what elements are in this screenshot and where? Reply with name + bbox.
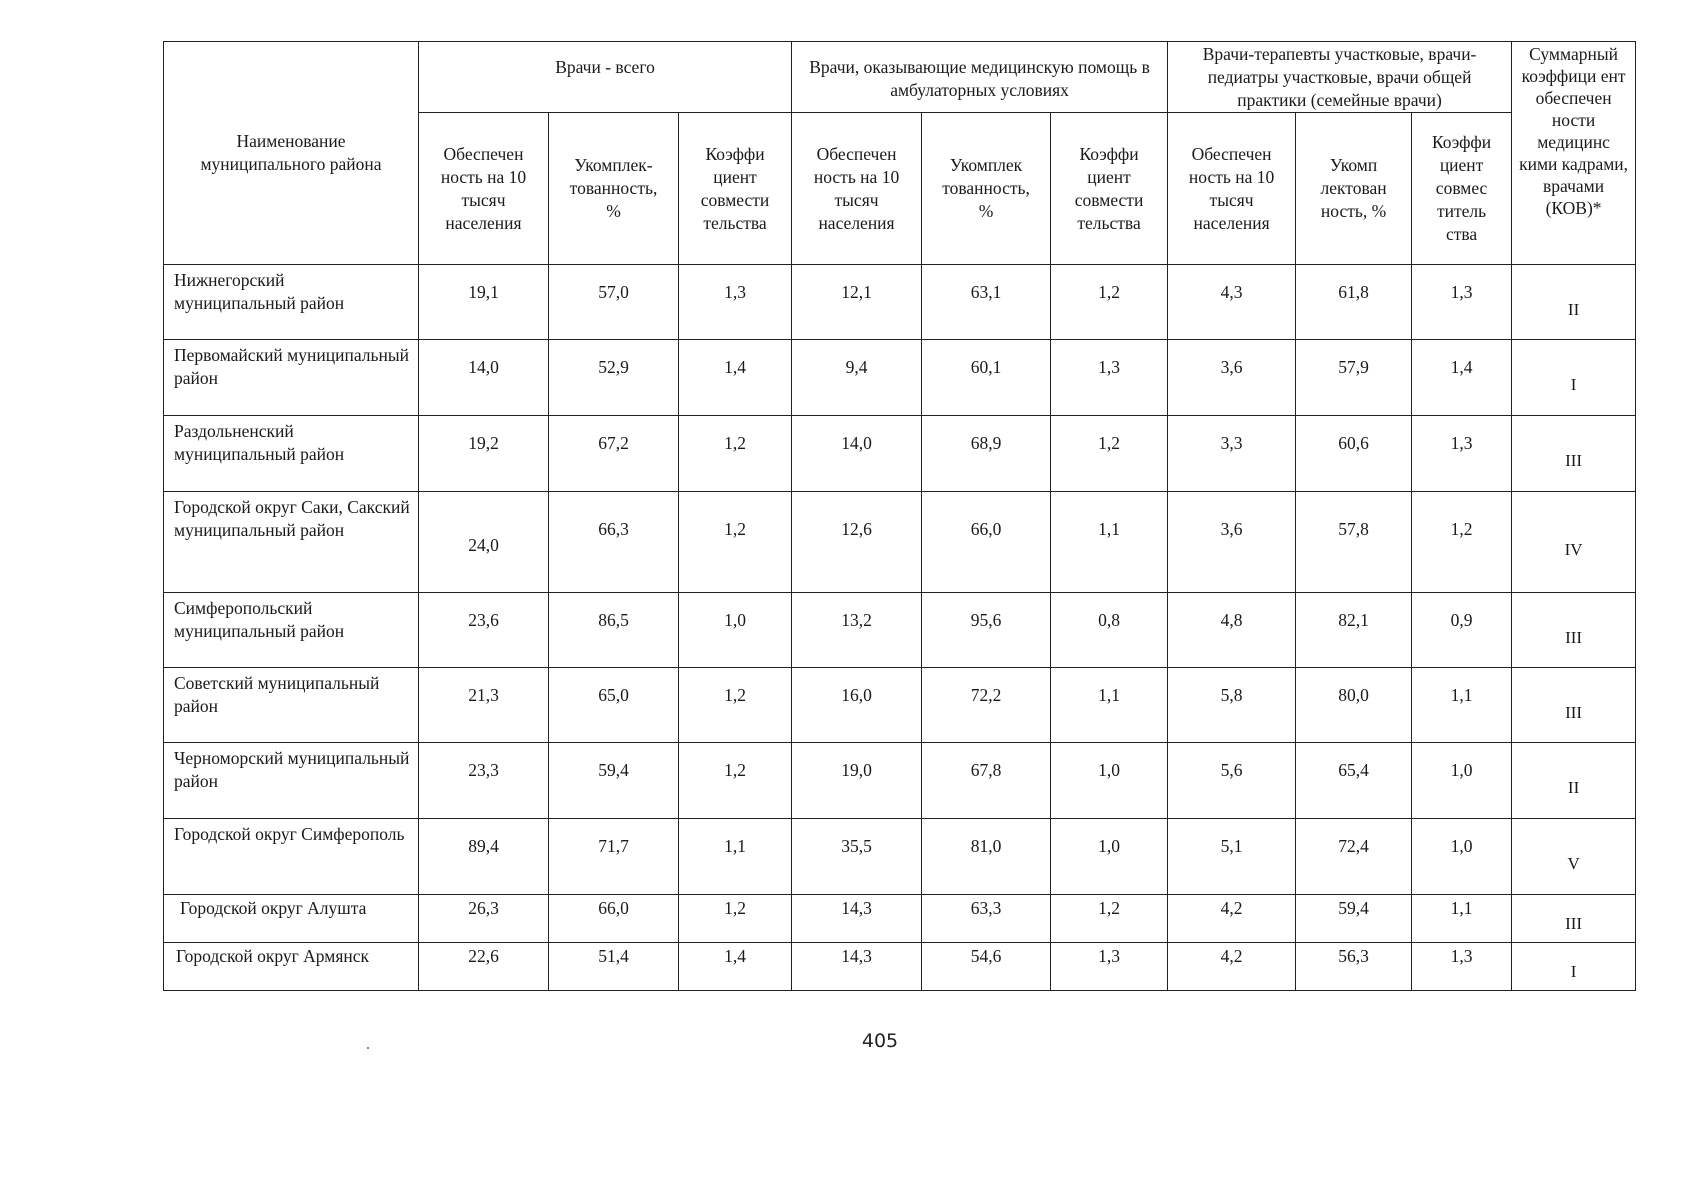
value-cell: 1,2 (1051, 416, 1168, 492)
value-cell: 51,4 (549, 943, 679, 991)
value-cell: 12,6 (792, 492, 922, 593)
value-cell: 66,0 (922, 492, 1051, 593)
table-row (164, 668, 1636, 743)
header-group-outpatient-doctors: Врачи, оказывающие медицинскую помощь в амбулаторных условиях (792, 42, 1168, 113)
district-name: Городской округ Алушта (164, 895, 419, 943)
value-cell: 1,1 (679, 819, 792, 895)
value-cell: 59,4 (549, 743, 679, 819)
value-cell: 1,4 (1412, 340, 1512, 416)
value-cell: 16,0 (792, 668, 922, 743)
value-cell: 82,1 (1296, 593, 1412, 668)
value-cell: 1,2 (679, 668, 792, 743)
kov-value: III (1512, 416, 1636, 492)
value-cell: 3,6 (1168, 492, 1296, 593)
value-cell: 1,1 (1412, 895, 1512, 943)
value-cell: 66,0 (549, 895, 679, 943)
value-cell: 26,3 (419, 895, 549, 943)
value-cell: 57,8 (1296, 492, 1412, 593)
value-cell: 71,7 (549, 819, 679, 895)
kov-value: IV (1512, 492, 1636, 593)
value-cell: 23,3 (419, 743, 549, 819)
value-cell: 1,0 (1051, 743, 1168, 819)
value-cell: 5,6 (1168, 743, 1296, 819)
table-row (164, 265, 1636, 340)
kov-value: I (1512, 340, 1636, 416)
header-kov: Суммарный коэффици ент обеспечен ности медицинс кими кадрами, врачами (КОВ)* (1512, 42, 1636, 265)
value-cell: 52,9 (549, 340, 679, 416)
header-sub-coverage: Обеспечен ность на 10 тысяч населения (419, 113, 549, 265)
district-name: Советский муниципальный район (164, 668, 419, 743)
district-name: Первомайский муниципальный район (164, 340, 419, 416)
value-cell: 66,3 (549, 492, 679, 593)
value-cell: 3,6 (1168, 340, 1296, 416)
value-cell: 72,2 (922, 668, 1051, 743)
value-cell: 1,3 (1051, 340, 1168, 416)
value-cell: 86,5 (549, 593, 679, 668)
district-name: Городской округ Симферополь (164, 819, 419, 895)
value-cell: 1,3 (679, 265, 792, 340)
header-group-all-doctors: Врачи - всего (419, 42, 792, 113)
value-cell: 1,3 (1051, 943, 1168, 991)
value-cell: 59,4 (1296, 895, 1412, 943)
value-cell: 60,6 (1296, 416, 1412, 492)
value-cell: 57,0 (549, 265, 679, 340)
value-cell: 65,4 (1296, 743, 1412, 819)
value-cell: 1,2 (679, 895, 792, 943)
header-sub-staffing: Укомплек тованность, % (922, 113, 1051, 265)
kov-value: I (1512, 943, 1636, 991)
value-cell: 3,3 (1168, 416, 1296, 492)
table-row (164, 416, 1636, 492)
value-cell: 24,0 (419, 492, 549, 593)
value-cell: 4,3 (1168, 265, 1296, 340)
value-cell: 63,1 (922, 265, 1051, 340)
value-cell: 1,0 (1412, 743, 1512, 819)
district-name: Симферопольский муниципальный район (164, 593, 419, 668)
value-cell: 19,1 (419, 265, 549, 340)
table-row (164, 492, 1636, 593)
value-cell: 19,2 (419, 416, 549, 492)
district-name: Черноморский муниципальный район (164, 743, 419, 819)
value-cell: 4,8 (1168, 593, 1296, 668)
page-number: 405 (861, 1030, 899, 1052)
value-cell: 67,8 (922, 743, 1051, 819)
header-group-district-doctors: Врачи-терапевты участковые, врачи-педиатры участковые, врачи общей практики (семейные врачи) (1168, 42, 1512, 113)
header-sub-coverage: Обеспечен ность на 10 тысяч населения (1168, 113, 1296, 265)
header-district-name: Наименование муниципального района (164, 42, 419, 265)
value-cell: 23,6 (419, 593, 549, 668)
value-cell: 95,6 (922, 593, 1051, 668)
value-cell: 1,2 (679, 416, 792, 492)
value-cell: 89,4 (419, 819, 549, 895)
kov-value: V (1512, 819, 1636, 895)
header-row-groups (164, 42, 1636, 113)
value-cell: 1,4 (679, 943, 792, 991)
value-cell: 1,3 (1412, 943, 1512, 991)
value-cell: 14,3 (792, 943, 922, 991)
header-sub-staffing: Укомп лектован ность, % (1296, 113, 1412, 265)
value-cell: 1,4 (679, 340, 792, 416)
value-cell: 1,1 (1051, 492, 1168, 593)
value-cell: 21,3 (419, 668, 549, 743)
kov-value: III (1512, 895, 1636, 943)
value-cell: 5,1 (1168, 819, 1296, 895)
value-cell: 1,3 (1412, 416, 1512, 492)
district-name: Городской округ Армянск (164, 943, 419, 991)
value-cell: 0,8 (1051, 593, 1168, 668)
value-cell: 81,0 (922, 819, 1051, 895)
value-cell: 14,0 (419, 340, 549, 416)
value-cell: 1,2 (679, 492, 792, 593)
value-cell: 4,2 (1168, 943, 1296, 991)
value-cell: 9,4 (792, 340, 922, 416)
value-cell: 1,2 (1412, 492, 1512, 593)
value-cell: 1,0 (1051, 819, 1168, 895)
value-cell: 67,2 (549, 416, 679, 492)
value-cell: 60,1 (922, 340, 1051, 416)
value-cell: 13,2 (792, 593, 922, 668)
district-name: Городской округ Саки, Сакский муниципальный район (164, 492, 419, 593)
value-cell: 1,1 (1412, 668, 1512, 743)
value-cell: 57,9 (1296, 340, 1412, 416)
table-row (164, 819, 1636, 895)
district-name: Раздольненский муниципальный район (164, 416, 419, 492)
header-sub-coefficient: Коэффи циент совмести тельства (1051, 113, 1168, 265)
value-cell: 12,1 (792, 265, 922, 340)
header-sub-coefficient: Коэффи циент совмести тельства (679, 113, 792, 265)
value-cell: 1,2 (1051, 895, 1168, 943)
table-row (164, 943, 1636, 991)
table-row (164, 593, 1636, 668)
value-cell: 1,2 (679, 743, 792, 819)
value-cell: 1,0 (679, 593, 792, 668)
value-cell: 4,2 (1168, 895, 1296, 943)
kov-value: III (1512, 668, 1636, 743)
physicians-staffing-table (163, 41, 1636, 991)
value-cell: 0,9 (1412, 593, 1512, 668)
kov-value: III (1512, 593, 1636, 668)
kov-value: II (1512, 265, 1636, 340)
value-cell: 19,0 (792, 743, 922, 819)
value-cell: 22,6 (419, 943, 549, 991)
value-cell: 61,8 (1296, 265, 1412, 340)
value-cell: 1,0 (1412, 819, 1512, 895)
value-cell: 35,5 (792, 819, 922, 895)
table-row (164, 743, 1636, 819)
value-cell: 14,3 (792, 895, 922, 943)
value-cell: 63,3 (922, 895, 1051, 943)
district-name: Нижнегорский муниципальный район (164, 265, 419, 340)
value-cell: 56,3 (1296, 943, 1412, 991)
value-cell: 72,4 (1296, 819, 1412, 895)
value-cell: 65,0 (549, 668, 679, 743)
value-cell: 68,9 (922, 416, 1051, 492)
table-row (164, 340, 1636, 416)
value-cell: 1,1 (1051, 668, 1168, 743)
value-cell: 14,0 (792, 416, 922, 492)
header-sub-coefficient: Коэффи циент совмес титель ства (1412, 113, 1512, 265)
value-cell: 5,8 (1168, 668, 1296, 743)
table-row (164, 895, 1636, 943)
value-cell: 80,0 (1296, 668, 1412, 743)
header-sub-staffing: Укомплек-тованность, % (549, 113, 679, 265)
value-cell: 1,3 (1412, 265, 1512, 340)
value-cell: 1,2 (1051, 265, 1168, 340)
value-cell: 54,6 (922, 943, 1051, 991)
header-sub-coverage: Обеспечен ность на 10 тысяч населения (792, 113, 922, 265)
kov-value: II (1512, 743, 1636, 819)
